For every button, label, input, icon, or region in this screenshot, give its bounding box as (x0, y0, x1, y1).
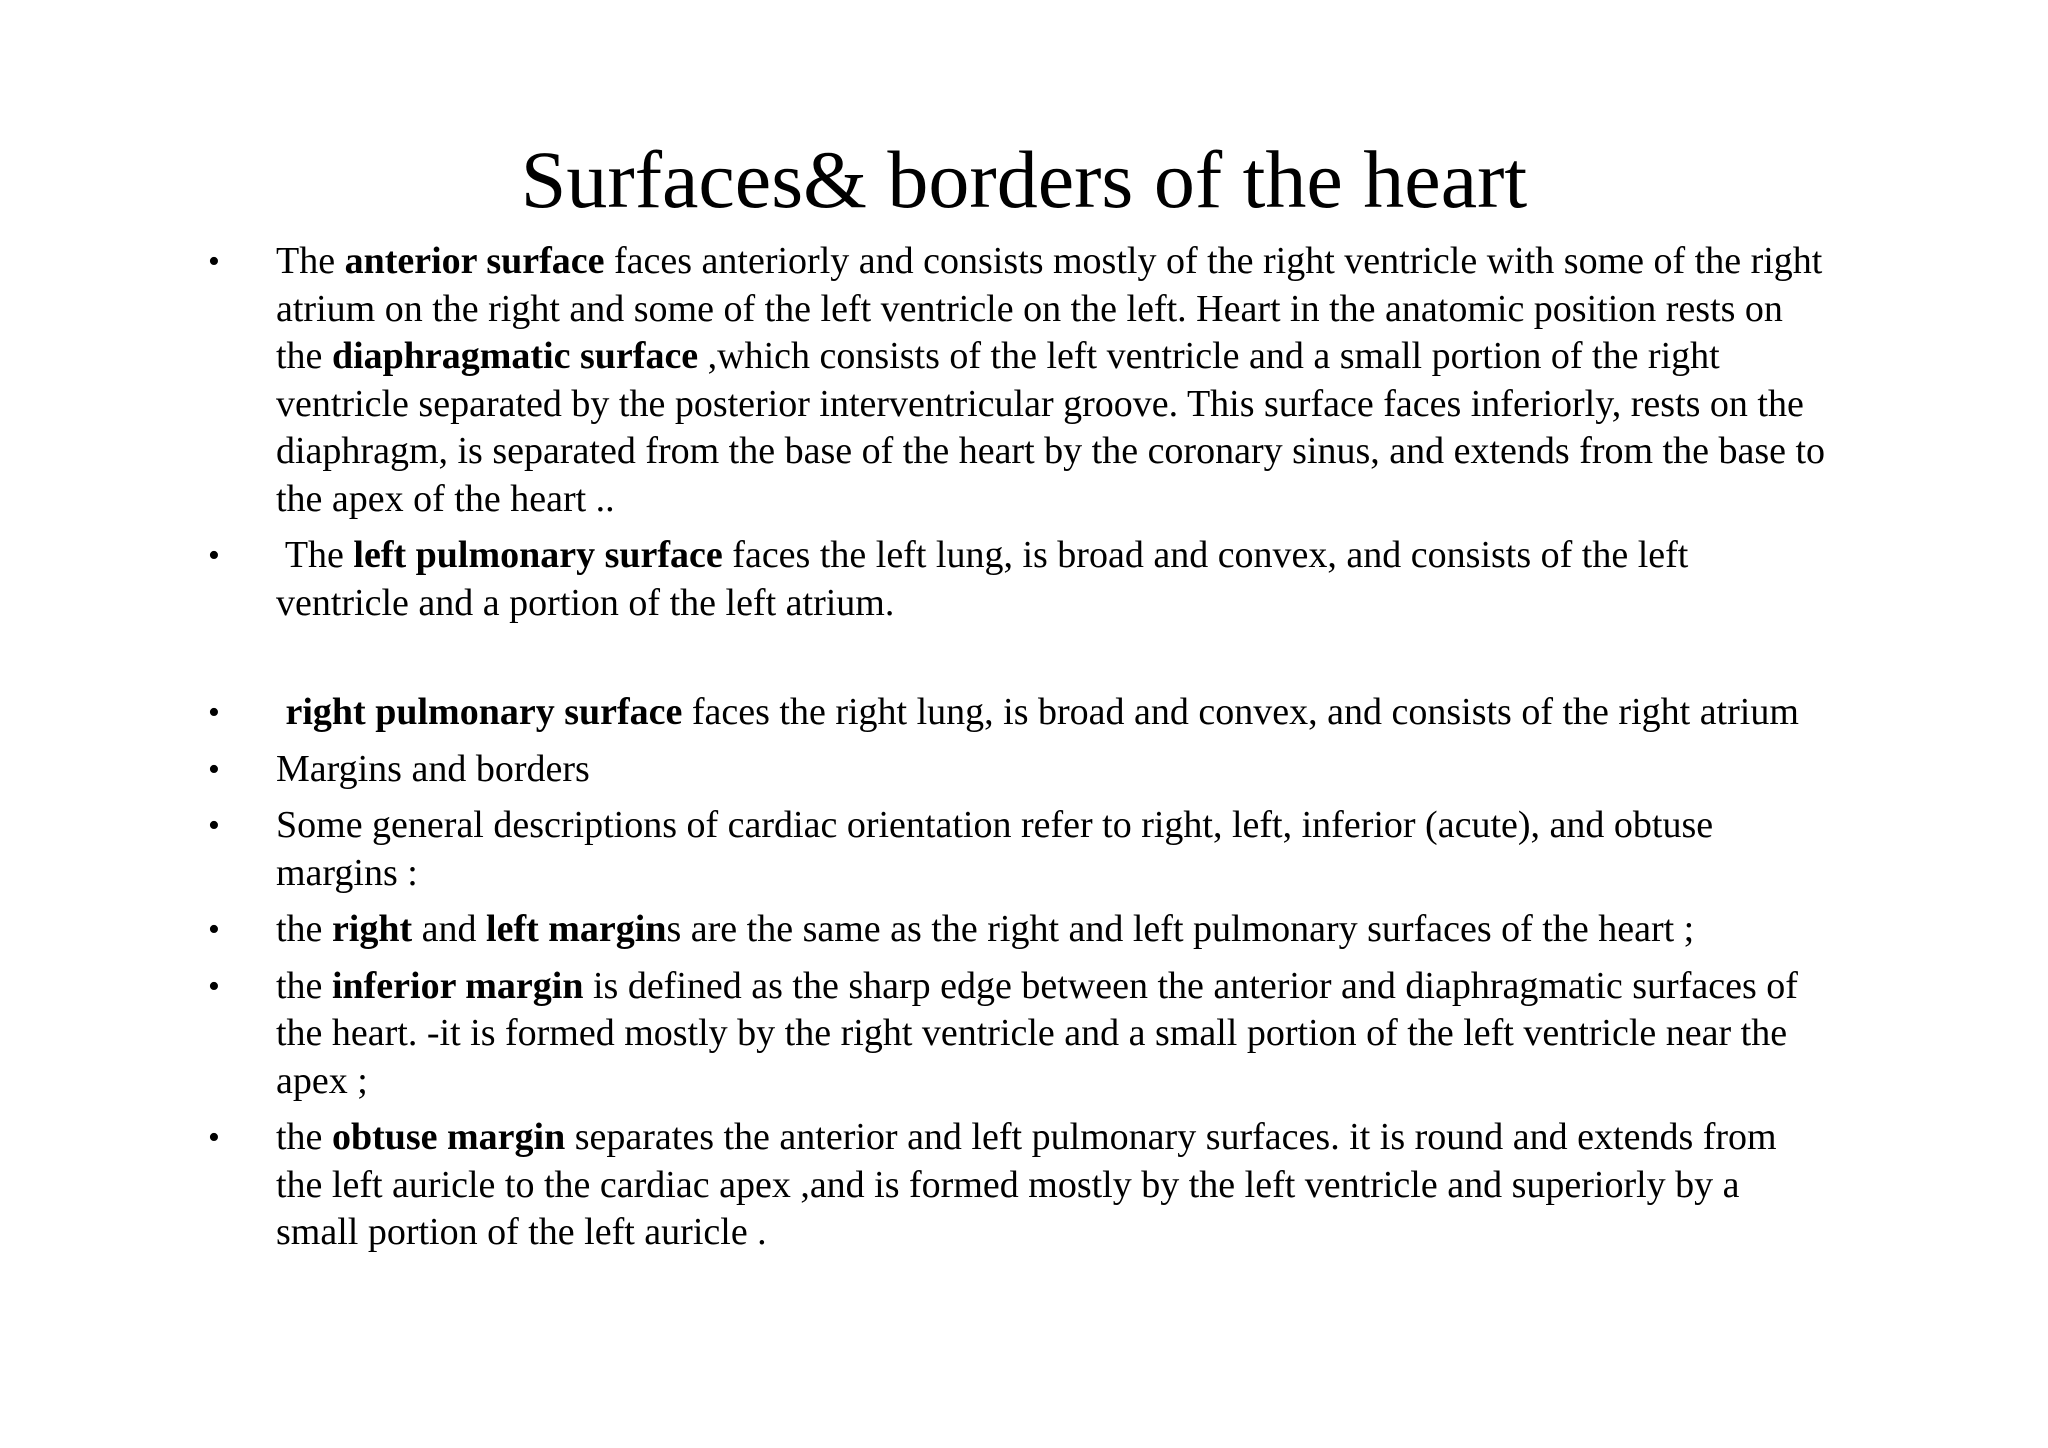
bullet-dot-icon: • (208, 750, 220, 788)
text-segment: s are the same as the right and left pulmonary surfaces of the heart ; (666, 908, 1695, 950)
text-segment: ,which consists of the left ventricle and a small portion of the right ventricle separated by the posterior interventricular groove. This surface faces inferiorly, rests on the diaphragm, is separated from the base of the heart by the coronary sinus, and extends from the base to the apex of the heart .. (276, 335, 1826, 520)
bold-term: left pulmonary surface (353, 534, 723, 576)
text-segment: faces the right lung, is broad and convex, and consists of the right atrium (682, 691, 1799, 733)
bold-term: diaphragmatic surface (331, 335, 699, 377)
text-segment: and (412, 908, 487, 950)
bullet-text (276, 534, 1688, 624)
bullet-list (208, 238, 1828, 1257)
text-segment: the (276, 1116, 332, 1158)
text-segment: Some general descriptions of cardiac orientation refer to right, left, inferior (acute), and obtuse margins : (276, 804, 1714, 894)
text-segment: faces anteriorly and consists mostly of the right ventricle with some of the right atrium on the right and some of the left ventricle on the left. Heart in the anatomic position rests on the (276, 240, 1823, 377)
bullet-text (276, 965, 1798, 1102)
text-segment: Margins and borders (276, 747, 590, 790)
bold-term: right pulmonary surface (285, 691, 683, 733)
text-segment: The (276, 534, 354, 576)
bullet-dot-icon: • (208, 911, 220, 948)
text-segment: the (276, 908, 332, 950)
text-segment: The (276, 240, 345, 282)
bullet-text (276, 240, 1825, 520)
bold-term: right (331, 908, 413, 950)
text-segment: faces the left lung, is broad and convex, and consists of the left ventricle and a portion of the left atrium. (276, 534, 1689, 624)
bold-term: inferior margin (331, 964, 584, 1007)
bold-term: left margin (486, 908, 667, 950)
text-segment: separates the anterior and left pulmonary surfaces. it is round and extends from the left auricle to the cardiac apex ,and is formed mostly by the left ventricle and superiorly by a small portion of the left auricle . (276, 1116, 1777, 1253)
bullet-dot-icon: • (208, 694, 220, 731)
bullet-dot-icon: • (208, 243, 220, 280)
bold-term: anterior surface (344, 240, 605, 282)
bullet-text (276, 1116, 1777, 1253)
bullet-dot-icon: • (208, 807, 220, 844)
bullet-text (276, 691, 1799, 733)
bullet-text (276, 748, 590, 790)
bullet-item (208, 802, 1828, 897)
text-segment: the (276, 964, 332, 1007)
slide-title: Surfaces& borders of the heart (520, 134, 1528, 225)
bullet-dot-icon: • (208, 967, 220, 1005)
bullet-dot-icon: • (208, 537, 220, 574)
bold-term: obtuse margin (331, 1116, 566, 1158)
bullet-dot-icon: • (208, 1119, 220, 1156)
bullet-item (208, 532, 1828, 627)
bullet-item (208, 1114, 1828, 1257)
bullet-item (208, 238, 1828, 523)
bullet-item (208, 746, 1828, 794)
text-segment: is defined as the sharp edge between the anterior and diaphragmatic surfaces of the heart. -it is formed mostly by the right ventricle and a small portion of the left ventricle near the apex ; (276, 964, 1798, 1102)
text-segment (276, 691, 286, 733)
bullet-text (276, 908, 1694, 950)
bullet-text (276, 804, 1713, 894)
bullet-item (208, 689, 1828, 737)
bullet-item (208, 963, 1828, 1106)
bullet-item (208, 906, 1828, 954)
